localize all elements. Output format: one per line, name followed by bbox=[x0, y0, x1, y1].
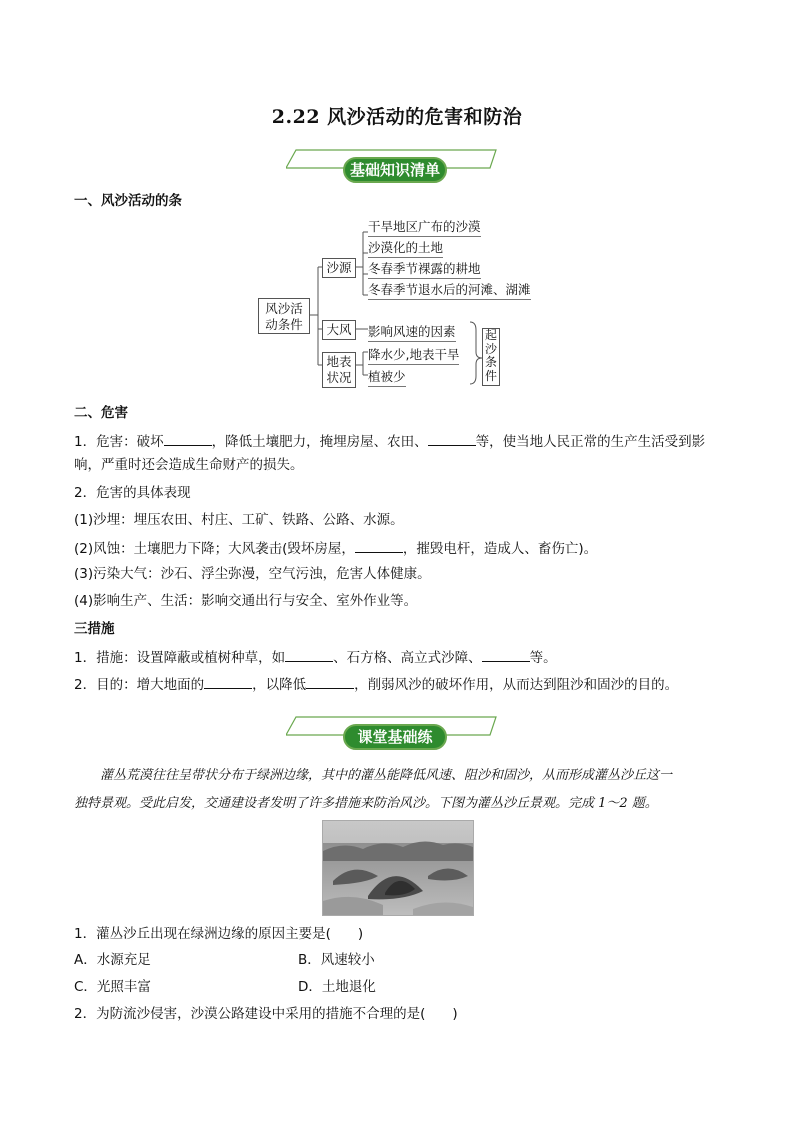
text-segment: 1．危害：破坏 bbox=[74, 434, 164, 450]
surface-item: 降水少,地表干旱 bbox=[368, 345, 459, 365]
hazard-item-1: (1)沙埋：埋压农田、村庄、工矿、铁路、公路、水源。 bbox=[74, 512, 404, 528]
banner-title: 基础知识清单 bbox=[349, 161, 440, 179]
section-banner-practice bbox=[286, 713, 504, 753]
text-segment: 、石方格、高立式沙障、 bbox=[333, 650, 482, 666]
fill-blank[interactable] bbox=[285, 647, 333, 662]
text-segment: 1．措施：设置障蔽或植树种草，如 bbox=[74, 650, 286, 666]
text-segment: 等。 bbox=[529, 650, 557, 666]
practice-intro-line2: 独特景观。受此启发，交通建设者发明了许多措施来防治风沙。下图为灌丛沙丘景观。完成 1～2 题。 bbox=[74, 796, 658, 811]
question-1: 1．灌丛沙丘出现在绿洲边缘的原因主要是( ) bbox=[74, 926, 364, 942]
section-banner-knowledge bbox=[286, 146, 504, 186]
q1-option-a[interactable]: A．水源充足 bbox=[74, 952, 151, 968]
hazard-paragraph-line1 bbox=[74, 431, 705, 451]
sand-source-item: 冬春季节裸露的耕地 bbox=[368, 259, 481, 279]
sand-source-item: 沙漠化的土地 bbox=[368, 238, 443, 258]
section-heading-hazards: 二、危害 bbox=[74, 405, 128, 421]
text-segment: 等，使当地人民正常的生产生活受到影 bbox=[475, 434, 706, 450]
diagram-surface-box: 地表 状况 bbox=[322, 352, 356, 388]
section-heading-conditions: 一、风沙活动的条 bbox=[74, 193, 182, 209]
text-segment: ，削弱风沙的破坏作用，从而达到阻沙和固沙的目的。 bbox=[354, 677, 679, 693]
diagram-sand-source-box: 沙源 bbox=[322, 258, 356, 278]
section-heading-measures: 三措施 bbox=[74, 621, 115, 637]
q1-option-d[interactable]: D．土地退化 bbox=[298, 979, 376, 995]
diagram-wind-box: 大风 bbox=[322, 320, 356, 340]
surface-item: 植被少 bbox=[368, 367, 406, 387]
measures-line2 bbox=[74, 674, 678, 694]
hazard-item-3: (3)污染大气：沙石、浮尘弥漫，空气污浊，危害人体健康。 bbox=[74, 566, 431, 582]
text-segment: ，降低土壤肥力，掩埋房屋、农田、 bbox=[211, 434, 428, 450]
text-segment: (2)风蚀：土壤肥力下降；大风袭击(毁坏房屋， bbox=[74, 541, 355, 557]
wind-sand-conditions-diagram bbox=[250, 210, 531, 390]
fill-blank[interactable] bbox=[355, 538, 403, 553]
banner-title: 课堂基础练 bbox=[357, 728, 433, 746]
practice-intro-line1: 灌丛荒漠往往呈带状分布于绿洲边缘，其中的灌丛能降低风速、阻沙和固沙，从而形成灌丛沙丘这一 bbox=[100, 768, 673, 783]
q1-option-b[interactable]: B．风速较小 bbox=[298, 952, 375, 968]
wind-item: 影响风速的因素 bbox=[368, 322, 456, 342]
fill-blank[interactable] bbox=[428, 431, 476, 446]
text-segment: 2．目的：增大地面的 bbox=[74, 677, 205, 693]
hazard-subheading: 2．危害的具体表现 bbox=[74, 485, 191, 501]
sand-source-item: 干旱地区广布的沙漠 bbox=[368, 217, 481, 237]
sand-source-item: 冬春季节退水后的河滩、湖滩 bbox=[368, 280, 531, 300]
q1-option-c[interactable]: C．光照丰富 bbox=[74, 979, 151, 995]
hazard-paragraph-line2: 响，严重时还会造成生命财产的损失。 bbox=[74, 457, 304, 473]
fill-blank[interactable] bbox=[204, 674, 252, 689]
measures-line1 bbox=[74, 647, 557, 667]
text-segment: ，以降低 bbox=[252, 677, 307, 693]
question-2: 2．为防流沙侵害，沙漠公路建设中采用的措施不合理的是( ) bbox=[74, 1006, 458, 1022]
diagram-root-box: 风沙活 动条件 bbox=[258, 298, 310, 334]
fill-blank[interactable] bbox=[306, 674, 354, 689]
photo-graphic bbox=[323, 821, 473, 915]
hazard-item-2 bbox=[74, 538, 597, 558]
diagram-result-box: 起 沙 条 件 bbox=[482, 328, 500, 386]
hazard-item-4: (4)影响生产、生活：影响交通出行与安全、室外作业等。 bbox=[74, 593, 418, 609]
page-title: 2.22 风沙活动的危害和防治 bbox=[271, 106, 523, 128]
fill-blank[interactable] bbox=[482, 647, 530, 662]
fill-blank[interactable] bbox=[164, 431, 212, 446]
text-segment: ，摧毁电杆，造成人、畜伤亡)。 bbox=[402, 541, 598, 557]
shrub-dune-photo bbox=[322, 820, 474, 916]
